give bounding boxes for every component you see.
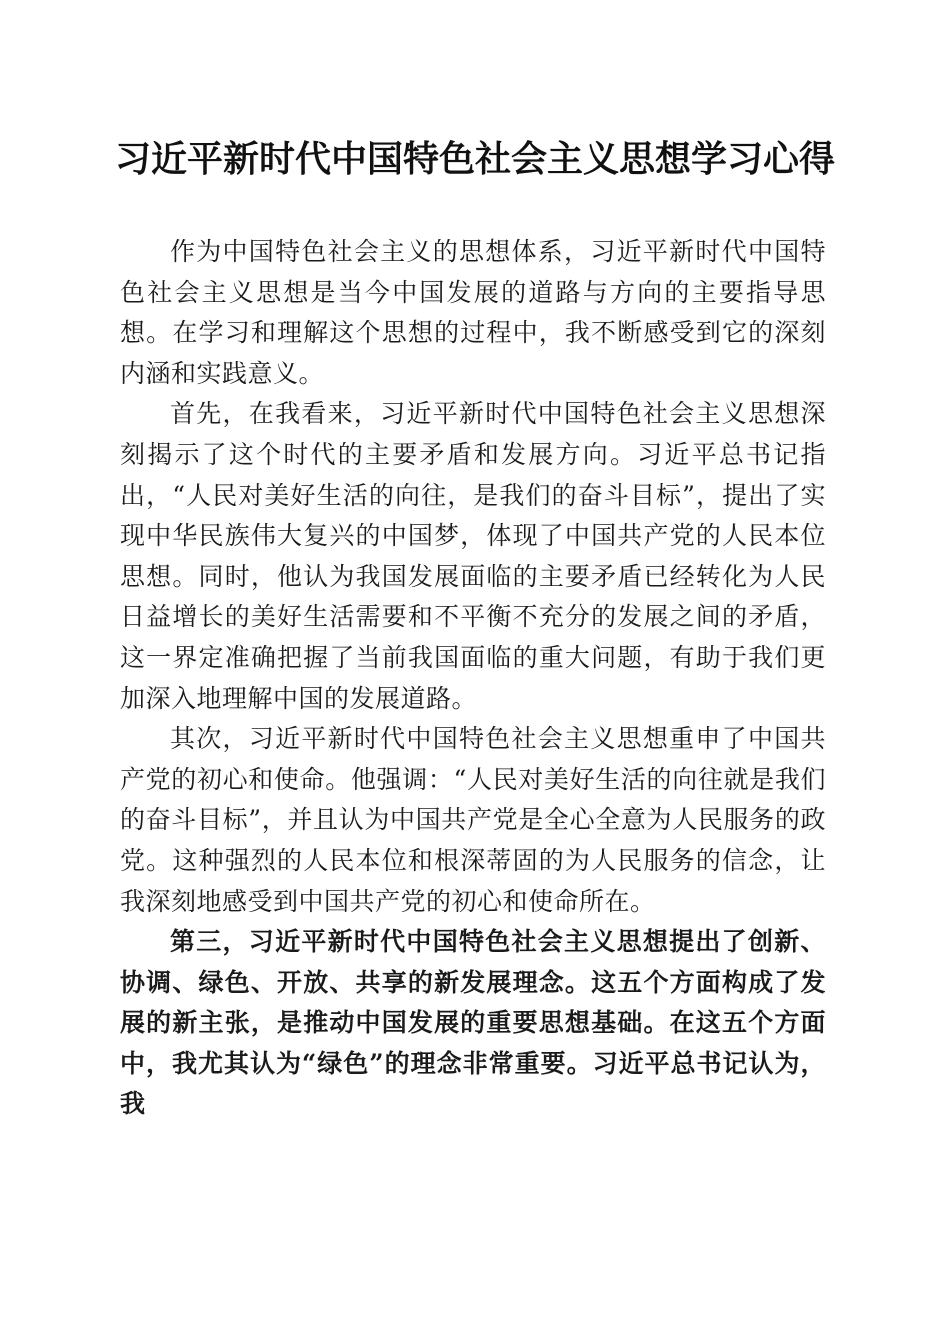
document-body [120, 232, 826, 1125]
paragraph-first-point: 首先，在我看来，习近平新时代中国特色社会主义思想深刻揭示了这个时代的主要矛盾和发展方向。习近平总书记指出，“人民对美好生活的向往，是我们的奋斗目标”，提出了实现中华民族伟大复兴的中国梦，体现了中国共产党的人民本位思想。同时，他认为我国发展面临的主要矛盾已经转化为人民日益增长的美好生活需要和不平衡不充分的发展之间的矛盾，这一界定准确把握了当前我国面临的重大问题，有助于我们更加深入地理解中国的发展道路。 [120, 399, 826, 713]
paragraph-intro: 作为中国特色社会主义的思想体系，习近平新时代中国特色社会主义思想是当今中国发展的道路与方向的主要指导思想。在学习和理解这个思想的过程中，我不断感受到它的深刻内涵和实践意义。 [120, 237, 826, 388]
document-title: 习近平新时代中国特色社会主义思想学习心得 [114, 139, 835, 180]
paragraph-second-point: 其次，习近平新时代中国特色社会主义思想重申了中国共产党的初心和使命。他强调：“人民对美好生活的向往就是我们的奋斗目标”，并且认为中国共产党是全心全意为人民服务的政党。这种强烈的人民本位和根深蒂固的为人民服务的信念，让我深刻地感受到中国共产党的初心和使命所在。 [120, 724, 826, 916]
paragraph-third-point: 第三，习近平新时代中国特色社会主义思想提出了创新、协调、绿色、开放、共享的新发展理念。这五个方面构成了发展的新主张，是推动中国发展的重要思想基础。在这五个方面中，我尤其认为“绿色”的理念非常重要。习近平总书记认为，我 [120, 927, 826, 1119]
